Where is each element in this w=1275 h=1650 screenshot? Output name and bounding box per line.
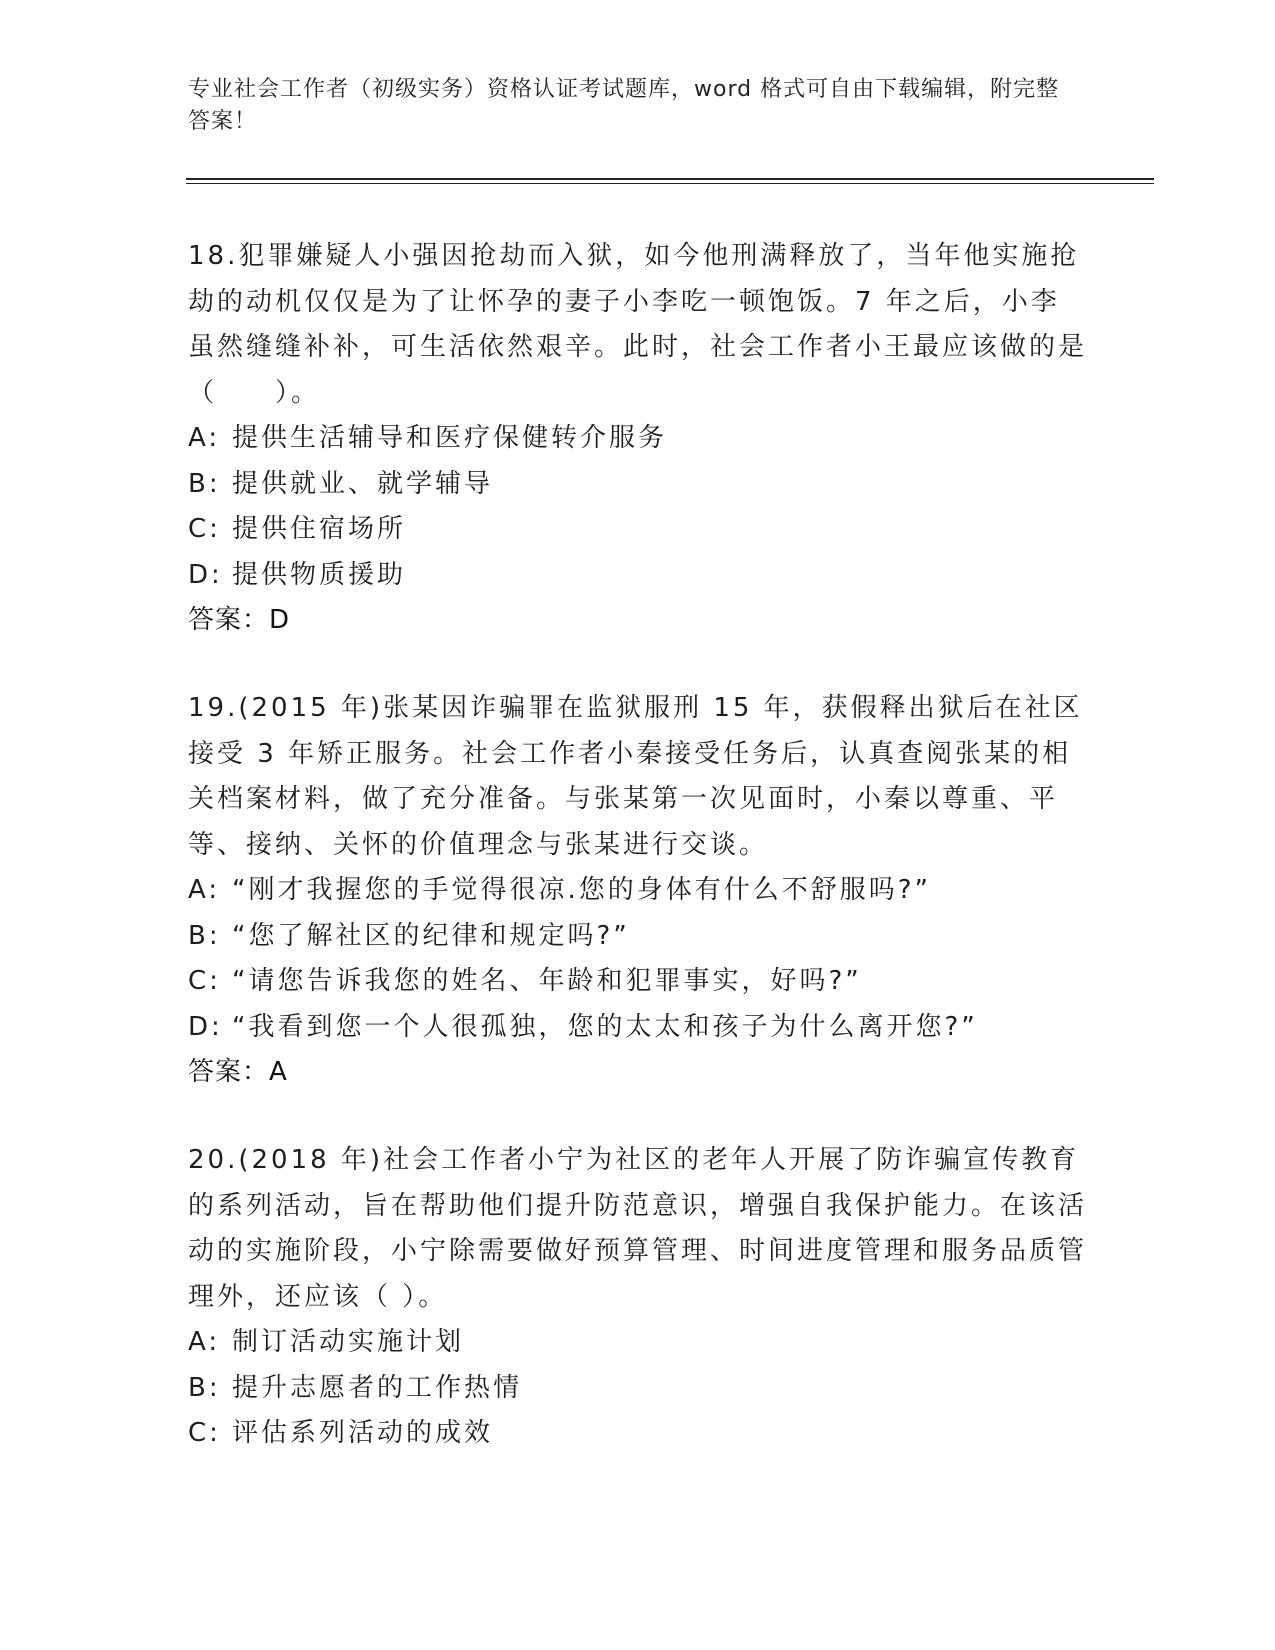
- question-18: [188, 234, 1088, 644]
- option-key: C:: [188, 1418, 221, 1448]
- option-key: A:: [188, 1327, 221, 1357]
- header-divider-thin: [186, 183, 1154, 184]
- option-b: [188, 1366, 1088, 1412]
- option-text: 提供就业、就学辅导: [232, 468, 494, 499]
- option-text: “我看到您一个人很孤独，您的太太和孩子为什么离开您?”: [232, 1011, 978, 1042]
- option-d: [188, 1005, 1088, 1051]
- option-key: C:: [188, 514, 221, 544]
- option-a: [188, 416, 1088, 462]
- question-20: [188, 1138, 1088, 1457]
- option-key: C:: [188, 966, 221, 996]
- option-text: 提供物质援助: [232, 559, 407, 590]
- option-key: A:: [188, 423, 221, 453]
- option-key: A:: [188, 875, 221, 905]
- question-stem: 19.(2015 年)张某因诈骗罪在监狱服刑 15 年，获假释出狱后在社区接受 3 年矫正服务。社会工作者小秦接受任务后，认真查阅张某的相关档案材料，做了充分准备。与张某第一次见面时，小秦以尊重、平等、接纳、关怀的价值理念与张某进行交谈。: [188, 693, 1083, 860]
- option-key: B:: [188, 1372, 221, 1403]
- option-b: [188, 462, 1088, 508]
- question-stem: 20.(2018 年)社会工作者小宁为社区的老年人开展了防诈骗宣传教育的系列活动，旨在帮助他们提升防范意识，增强自我保护能力。在该活动的实施阶段，小宁除需要做好预算管理、时间进度管理和服务品质管理外，还应该（ ）。: [188, 1145, 1088, 1312]
- option-text: 提供住宿场所: [232, 514, 407, 544]
- answer-line: 答案：A: [188, 1057, 288, 1087]
- answer-line: 答案：D: [188, 605, 291, 635]
- option-d: [188, 553, 1088, 599]
- option-text: 制订活动实施计划: [232, 1327, 465, 1357]
- option-key: D:: [188, 1011, 223, 1042]
- option-c: [188, 1411, 1088, 1457]
- option-a: [188, 1320, 1088, 1366]
- option-key: D:: [188, 559, 223, 590]
- option-text: 提供生活辅导和医疗保健转介服务: [232, 423, 668, 453]
- page-header: 专业社会工作者（初级实务）资格认证考试题库，word 格式可自由下载编辑，附完整答案！: [188, 77, 1060, 134]
- option-b: [188, 914, 1088, 960]
- option-text: “您了解社区的纪律和规定吗?”: [232, 920, 630, 951]
- question-stem: 18.犯罪嫌疑人小强因抢劫而入狱，如今他刑满释放了，当年他实施抢劫的动机仅仅是为了让怀孕的妻子小李吃一顿饱饭。7 年之后，小李虽然缝缝补补，可生活依然艰辛。此时，社会工作者小王最应该做的是（ ）。: [188, 241, 1088, 408]
- option-c: [188, 959, 1088, 1005]
- option-a: [188, 868, 1088, 914]
- option-text: “刚才我握您的手觉得很凉.您的身体有什么不舒服吗?”: [232, 875, 932, 905]
- option-text: 评估系列活动的成效: [232, 1418, 494, 1448]
- option-key: B:: [188, 468, 221, 499]
- option-text: “请您告诉我您的姓名、年龄和犯罪事实，好吗?”: [232, 966, 862, 996]
- option-key: B:: [188, 920, 221, 951]
- question-19: [188, 686, 1088, 1096]
- header-divider-thick: [186, 178, 1154, 180]
- option-c: [188, 507, 1088, 553]
- option-text: 提升志愿者的工作热情: [232, 1372, 523, 1403]
